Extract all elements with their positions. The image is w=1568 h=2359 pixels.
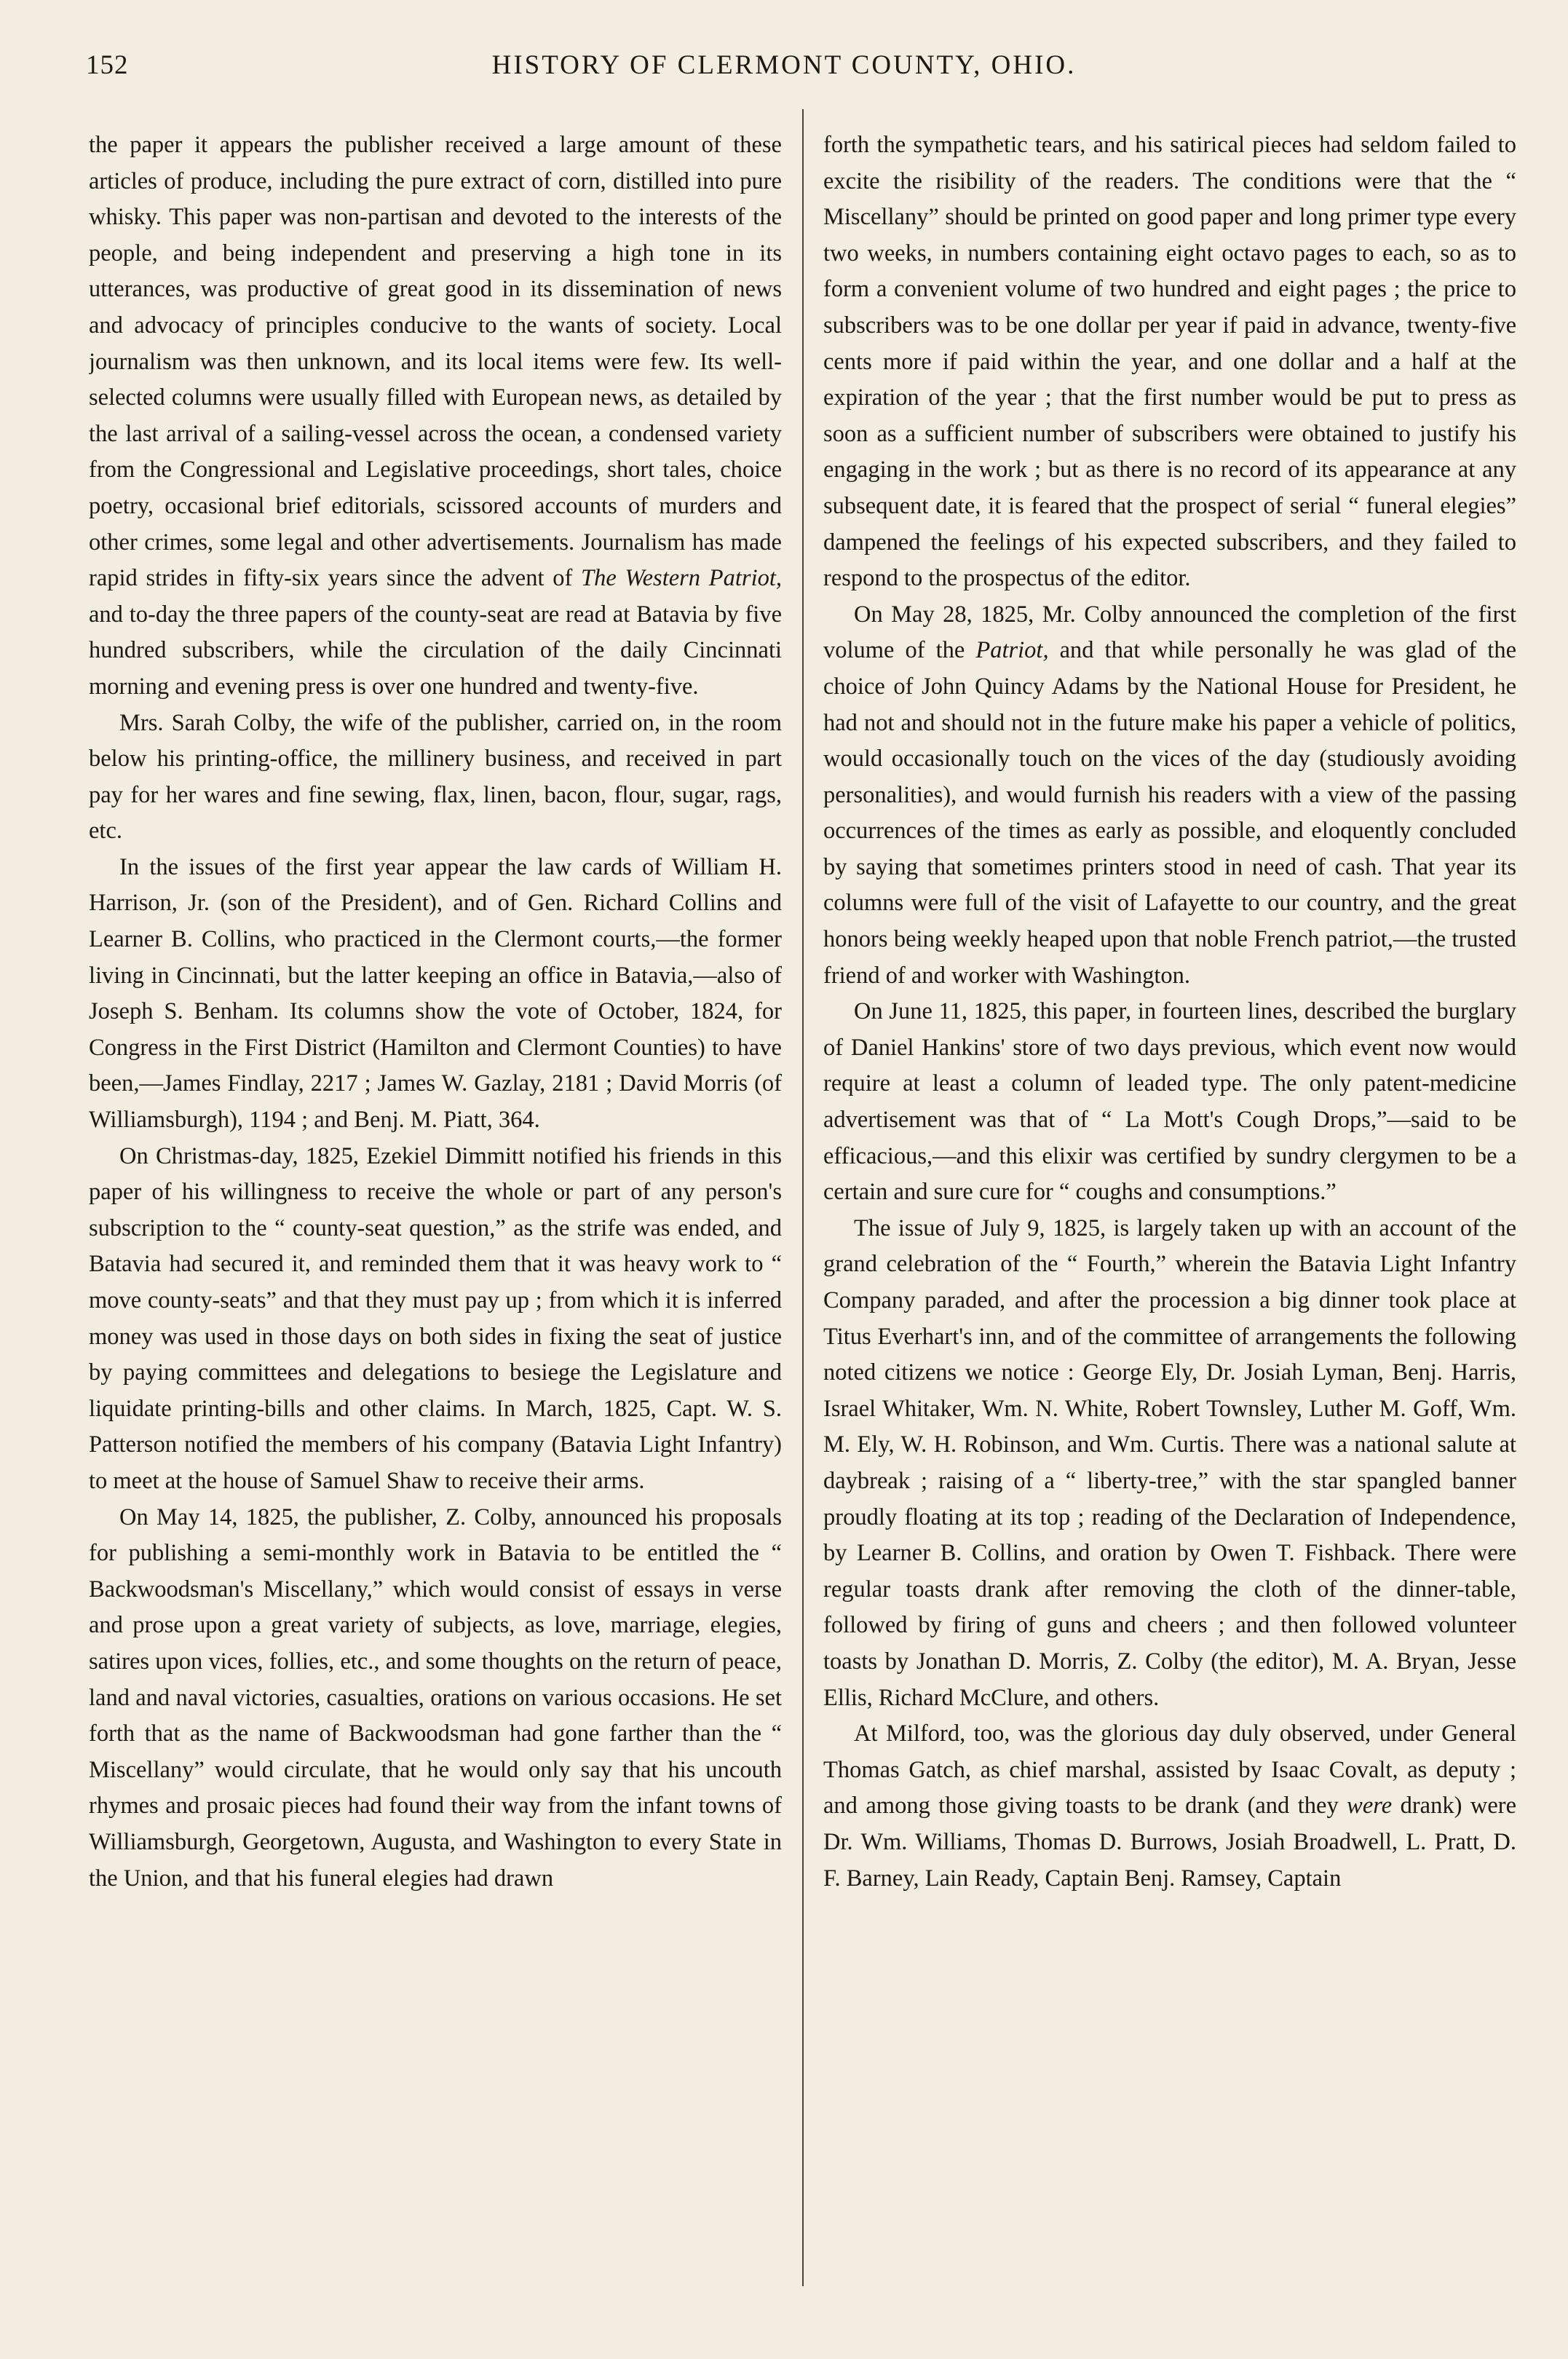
right-column [823,127,1516,2304]
paragraph: On Christmas-day, 1825, Ezekiel Dimmitt notified his friends in this paper of his willingness to receive the whole or part of any person's subscription to the “ county-seat question,” as the strife was ended, and Batavia had secured it, and reminded them that it was heavy work to “ move county-seats” and that they must pay up ; from which it is inferred money was used in those days on both sides in fixing the seat of justice by paying committees and delegations to besiege the Legislature and liquidate printing-bills and other claims. In March, 1825, Capt. W. S. Patterson notified the members of his company (Batavia Light Infantry) to meet at the house of Samuel Shaw to receive their arms. [89,1142,782,1494]
paragraph-text: the paper it appears the publisher received a large amount of these articles of produce, including the pure extract of corn, distilled into pure whisky. This paper was non-partisan and devoted to the interests of the people, and being independent and preserving a high tone in its utterances, was productive of great good in its dissemination of news and advocacy of principles conducive to the wants of society. Local journalism was then unknown, and its local items were few. Its well-selected columns were usually filled with European news, as detailed by the last arrival of a sailing-vessel across the ocean, a condensed variety from the Congressional and Legislative proceedings, short tales, choice poetry, occasional brief editorials, scissored accounts of murders and other crimes, some legal and other advertisements. Journalism has made rapid strides in fifty-six years since the advent of [89,132,782,592]
paragraph-text: drank) were Dr. Wm. Williams, Thomas D. Burrows, Josiah Broadwell, L. Pratt, D. F. Barney, Lain Ready, Captain Benj. Ramsey, Captain [823,1793,1516,1892]
italic-word: were [1347,1793,1393,1819]
page-number: 152 [86,50,129,80]
paragraph: Mrs. Sarah Colby, the wife of the publisher, carried on, in the room below his printing-office, the millinery business, and received in part pay for her wares and fine sewing, flax, linen, bacon, flour, sugar, rags, etc. [89,709,782,845]
paragraph [89,127,782,706]
paragraph [823,597,1516,995]
left-column [89,127,782,2304]
italic-title: Patriot, [975,637,1049,664]
running-head: HISTORY OF CLERMONT COUNTY, OHIO. [491,50,1077,80]
column-divider [802,109,804,2286]
paragraph: On May 14, 1825, the publisher, Z. Colby, announced his proposals for publishing a semi-monthly work in Batavia to be entitled the “ Backwoodsman's Miscellany,” which would consist of essays in verse and prose upon a great variety of subjects, as love, marriage, elegies, satires upon vices, follies, etc., and some thoughts on the return of peace, land and naval victories, casualties, orations on various occasions. He set forth that as the name of Backwoodsman had gone farther than the “ Miscellany” would circulate, that he would only say that his uncouth rhymes and prosaic pieces had found their way from the infant towns of Williamsburgh, Georgetown, Augusta, and Washington to every State in the Union, and that his funeral elegies had drawn [89,1503,782,1892]
paragraph: In the issues of the first year appear the law cards of William H. Harrison, Jr. (son of the President), and of Gen. Richard Collins and Learner B. Collins, who practiced in the Clermont courts,—the former living in Cincinnati, but the latter keeping an office in Batavia,—also of Joseph S. Benham. Its columns show the vote of October, 1824, for Congress in the First District (Hamilton and Clermont Counties) to have been,—James Findlay, 2217 ; James W. Gazlay, 2181 ; David Morris (of Williamsburgh), 1194 ; and Benj. M. Piatt, 364. [89,853,782,1134]
paragraph: On June 11, 1825, this paper, in fourteen lines, described the burglary of Daniel Hankins' store of two days previous, which event now would require at least a column of leaded type. The only patent-medicine advertisement was that of “ La Mott's Cough Drops,”—said to be efficacious,—and this elixir was certified by sundry clergymen to be a certain and sure cure for “ coughs and consumptions.” [823,998,1516,1206]
paragraph-text: and to-day the three papers of the county-seat are read at Batavia by five hundred subscribers, while the circulation of the daily Cincinnati morning and evening press is over one hundred and twenty-five. [89,601,782,700]
paragraph-text: On May 28, 1825, Mr. Colby announced the completion of the first volume of the [823,601,1516,664]
paragraph: forth the sympathetic tears, and his satirical pieces had seldom failed to excite the risibility of the readers. The conditions were that the “ Miscellany” should be printed on good paper and long primer type every two weeks, in numbers containing eight octavo pages to each, so as to form a convenient volume of two hundred and eight pages ; the price to subscribers was to be one dollar per year if paid in advance, twenty-five cents more if paid within the year, and one dollar and a half at the expiration of the year ; that the first number would be put to press as soon as a sufficient number of subscribers were obtained to justify his engaging in the work ; but as there is no record of its appearance at any subsequent date, it is feared that the prospect of serial “ funeral elegies” dampened the feelings of his expected subscribers, and they failed to respond to the prospectus of the editor. [823,132,1516,592]
paragraph: The issue of July 9, 1825, is largely taken up with an account of the grand celebration of the “ Fourth,” wherein the Batavia Light Infantry Company paraded, and after the procession a big dinner took place at Titus Everhart's inn, and of the committee of arrangements the following noted citizens we notice : George Ely, Dr. Josiah Lyman, Benj. Harris, Israel Whitaker, Wm. N. White, Robert Townsley, Luther M. Goff, Wm. M. Ely, W. H. Robinson, and Wm. Curtis. There was a national salute at daybreak ; raising of a “ liberty-tree,” with the star spangled banner proudly floating at its top ; reading of the Declaration of Independence, by Learner B. Collins, and oration by Owen T. Fishback. There were regular toasts drank after removing the cloth of the dinner-table, followed by firing of guns and cheers ; and then followed volunteer toasts by Jonathan D. Morris, Z. Colby (the editor), M. A. Bryan, Jesse Ellis, Richard McClure, and others. [823,1214,1516,1711]
paragraph-text: and that while personally he was glad of the choice of John Quincy Adams by the National House for President, he had not and should not in the future make his paper a vehicle of politics, would occasionally touch on the vices of the day (studiously avoiding personalities), and would furnish his readers with a view of the passing occurrences of the times as early as possible, and eloquently concluded by saying that sometimes printers stood in need of cash. That year its columns were full of the visit of Lafayette to our country, and the great honors being weekly heaped upon that noble French patriot,—the trusted friend of and worker with Washington. [823,637,1516,989]
paragraph [823,1716,1516,1897]
italic-title: The Western Patriot, [581,565,782,592]
paragraph-text: At Milford, too, was the glorious day duly observed, under General Thomas Gatch, as chief marshal, assisted by Isaac Covalt, as deputy ; and among those giving toasts to be drank (and they [823,1720,1516,1819]
